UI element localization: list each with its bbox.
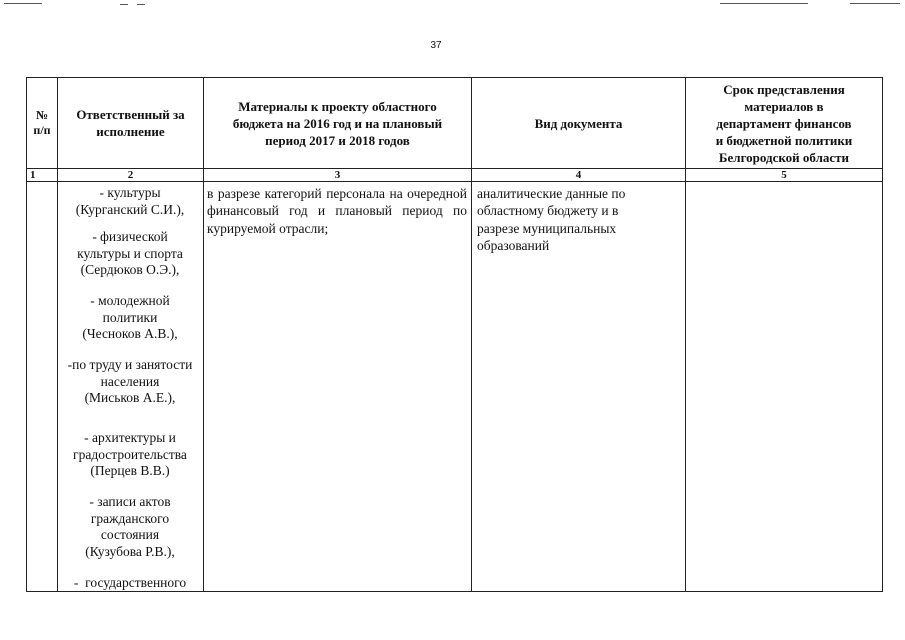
page-number: 37 <box>430 40 442 51</box>
col-border-5 <box>882 77 883 592</box>
header-number: № п/п <box>33 108 51 137</box>
responsible-culture: - культуры (Курганский С.И.), <box>75 185 185 217</box>
materials-text: в разрезе категорий персонала на очередной финансовый год и плановый период по курируемой отрасли; <box>207 186 467 236</box>
responsible-labour: -по труду и занятости населения (Миськов А.Е.), <box>67 357 193 405</box>
responsible-civil-registry: - записи актов гражданского состояния (Кузубова Р.В.), <box>85 494 175 559</box>
scan-artifact-line-mid2 <box>137 4 145 5</box>
responsible-sport: - физической культуры и спорта (Сердюков О.Э.), <box>77 229 183 277</box>
header-deadline: Срок представления материалов в департамент финансов и бюджетной политики Белгородской области <box>715 81 853 165</box>
header-responsible: Ответственный за исполнение <box>76 107 185 139</box>
scan-artifact-line-right2 <box>850 3 900 4</box>
header-bottom-border <box>26 168 883 169</box>
responsible-youth: - молодежной политики (Чесноков А.В.), <box>82 293 178 341</box>
column-number-1: 1 <box>30 169 36 181</box>
column-number-4: 4 <box>575 169 582 181</box>
responsible-architecture: - архитектуры и градостроительства (Перцев В.В.) <box>73 430 187 478</box>
header-materials: Материалы к проекту областного бюджета на 2016 год и на плановый период 2017 и 2018 годов <box>232 98 443 148</box>
scan-artifact-line-left <box>4 3 42 4</box>
numbers-row-border <box>26 181 883 182</box>
responsible-state: - государственного <box>73 575 187 590</box>
column-number-2: 2 <box>127 169 134 181</box>
doc-type-text: аналитические данные по областному бюджету и в разрезе муниципальных образований <box>477 186 626 253</box>
scan-artifact-line-right <box>720 3 808 4</box>
scan-artifact-line-mid <box>120 4 128 5</box>
header-doc-type: Вид документа <box>534 115 623 131</box>
column-number-3: 3 <box>334 169 341 181</box>
column-number-5: 5 <box>781 169 787 181</box>
